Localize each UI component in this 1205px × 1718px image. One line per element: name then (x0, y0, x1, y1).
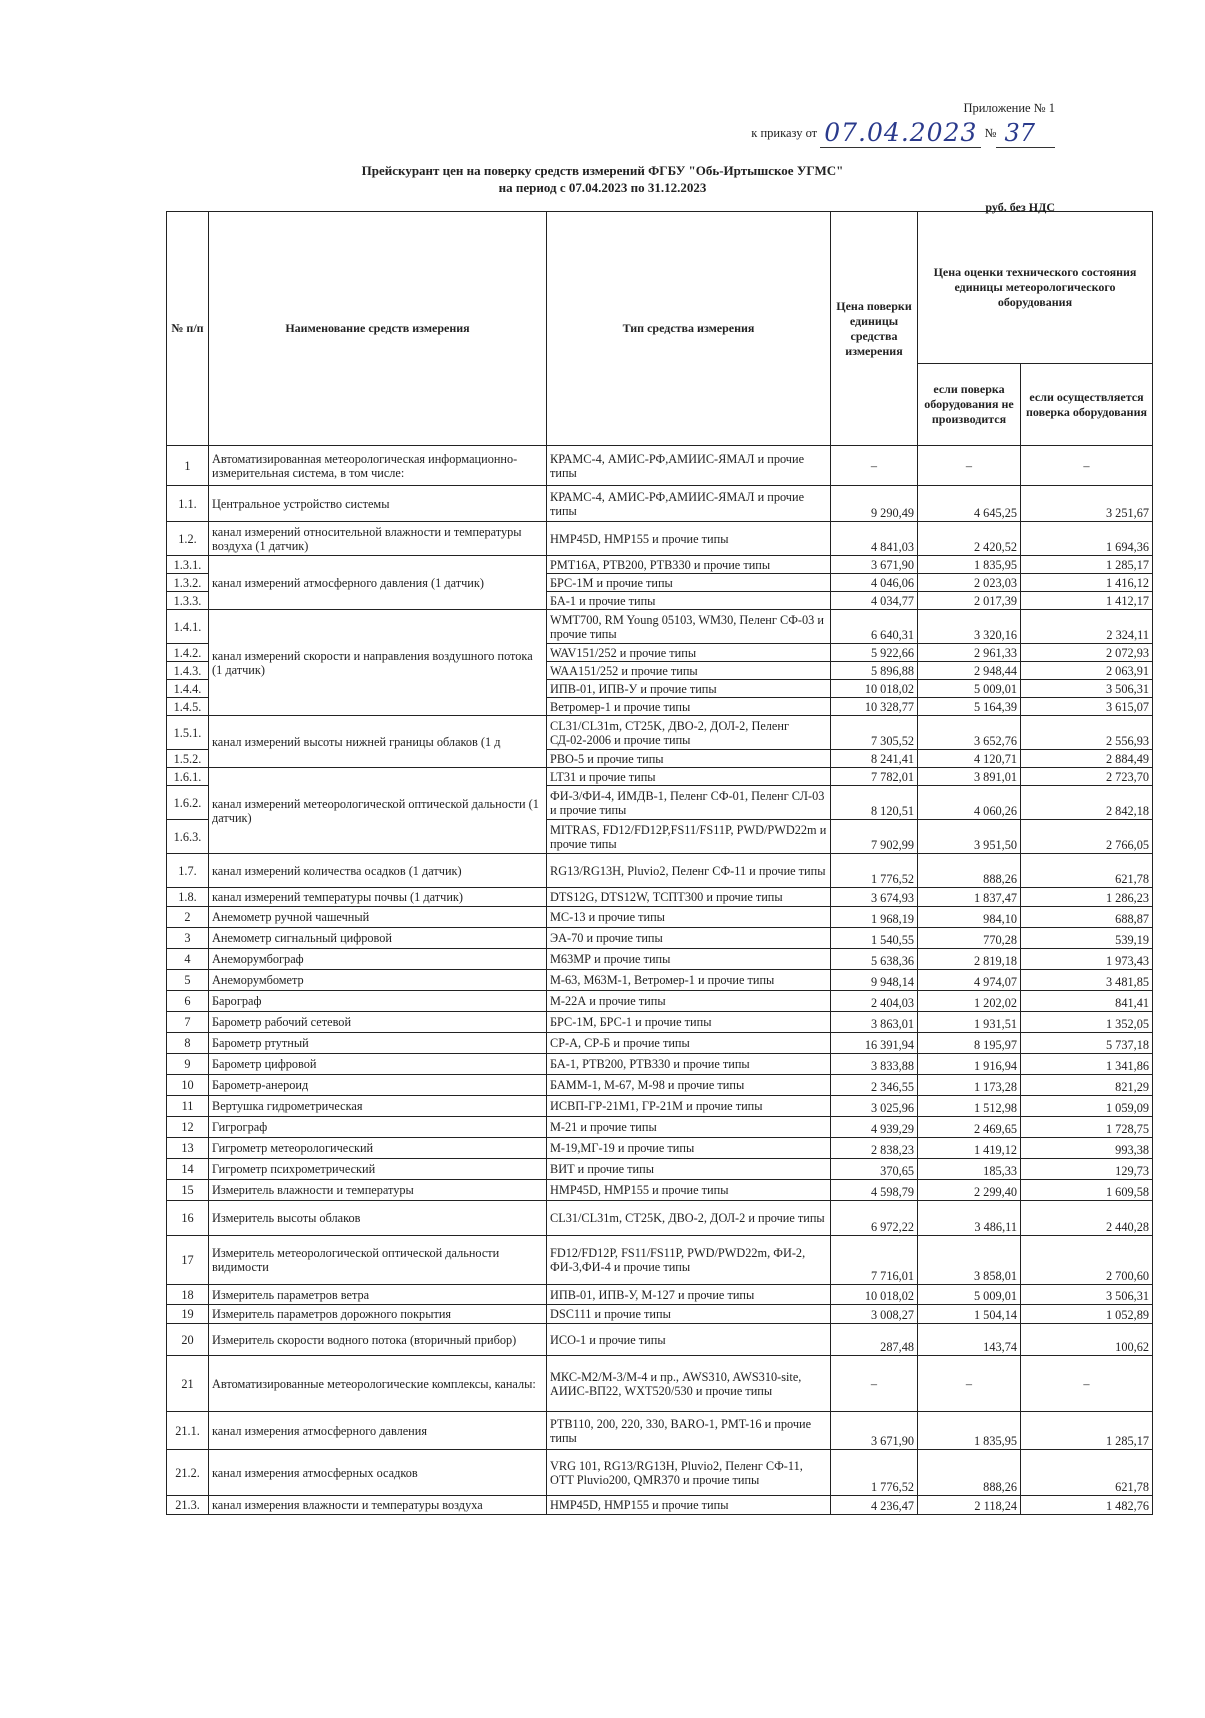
row-type: КРАМС-4, АМИС-РФ,АМИИС-ЯМАЛ и прочие типы (547, 486, 831, 522)
row-price: 8 241,41 (831, 750, 918, 768)
row-price-no-verification: 2 948,44 (918, 662, 1021, 680)
row-price-with-verification: 2 556,93 (1021, 716, 1153, 750)
row-type: РВО-5 и прочие типы (547, 750, 831, 768)
row-price: 5 922,66 (831, 644, 918, 662)
row-price-no-verification: 1 916,94 (918, 1054, 1021, 1075)
row-price: 4 598,79 (831, 1180, 918, 1201)
row-price-no-verification: 185,33 (918, 1159, 1021, 1180)
row-price: 370,65 (831, 1159, 918, 1180)
row-name: канал измерений скорости и направления воздушного потока (1 датчик) (209, 610, 547, 716)
row-name: Барометр ртутный (209, 1033, 547, 1054)
row-name: Вертушка гидрометрическая (209, 1096, 547, 1117)
row-number: 1.3.1. (167, 556, 209, 574)
row-price: 4 236,47 (831, 1496, 918, 1515)
row-price: 3 671,90 (831, 556, 918, 574)
row-price-with-verification: 2 072,93 (1021, 644, 1153, 662)
row-number: 1.4.5. (167, 698, 209, 716)
row-price-with-verification: 2 063,91 (1021, 662, 1153, 680)
row-number: 2 (167, 907, 209, 928)
row-type: М-19,МГ-19 и прочие типы (547, 1138, 831, 1159)
row-name: Гигрограф (209, 1117, 547, 1138)
row-price-with-verification: 3 251,67 (1021, 486, 1153, 522)
row-number: 15 (167, 1180, 209, 1201)
table-row (167, 1159, 1153, 1180)
row-price-with-verification: 2 766,05 (1021, 820, 1153, 854)
row-name: Барометр цифровой (209, 1054, 547, 1075)
row-price-no-verification: 984,10 (918, 907, 1021, 928)
row-number: 1 (167, 446, 209, 486)
row-price: 7 716,01 (831, 1236, 918, 1285)
row-price-no-verification: 2 299,40 (918, 1180, 1021, 1201)
row-name: Измеритель влажности и температуры (209, 1180, 547, 1201)
row-price-with-verification: 2 700,60 (1021, 1236, 1153, 1285)
row-type: CL31/CL31m, CT25K, ДВО-2, ДОЛ-2 и прочие типы (547, 1201, 831, 1236)
order-reference (751, 118, 1055, 148)
row-number: 10 (167, 1075, 209, 1096)
row-price-with-verification: 129,73 (1021, 1159, 1153, 1180)
row-price-with-verification: 688,87 (1021, 907, 1153, 928)
table-row (167, 1033, 1153, 1054)
row-price-no-verification: 1 512,98 (918, 1096, 1021, 1117)
row-price: 3 863,01 (831, 1012, 918, 1033)
row-name: Автоматизированные метеорологические комплексы, каналы: (209, 1356, 547, 1412)
row-type: ИПВ-01, ИПВ-У и прочие типы (547, 680, 831, 698)
row-type: М-22А и прочие типы (547, 991, 831, 1012)
table-row (167, 888, 1153, 907)
row-type: VRG 101, RG13/RG13H, Pluvio2, Пеленг СФ-11, OTT Pluvio200, QMR370 и прочие типы (547, 1450, 831, 1496)
row-price-no-verification: 3 486,11 (918, 1201, 1021, 1236)
row-type: БРС-1М и прочие типы (547, 574, 831, 592)
price-table (166, 211, 1153, 1515)
header-assessment: Цена оценки технического состояния единицы метеорологического оборудования (918, 212, 1153, 364)
table-row (167, 1450, 1153, 1496)
table-row (167, 1054, 1153, 1075)
row-type: FD12/FD12P, FS11/FS11P, PWD/PWD22m, ФИ-2, ФИ-3,ФИ-4 и прочие типы (547, 1236, 831, 1285)
row-type: СР-А, СР-Б и прочие типы (547, 1033, 831, 1054)
row-price-no-verification: 1 931,51 (918, 1012, 1021, 1033)
table-row (167, 1324, 1153, 1356)
row-name: Гигрометр метеорологический (209, 1138, 547, 1159)
row-price: 5 638,36 (831, 949, 918, 970)
row-price-no-verification: 1 835,95 (918, 1412, 1021, 1450)
row-price-no-verification: 888,26 (918, 854, 1021, 888)
row-name: Барометр рабочий сетевой (209, 1012, 547, 1033)
table-row (167, 1012, 1153, 1033)
row-type: DTS12G, DTS12W, ТСПТ300 и прочие типы (547, 888, 831, 907)
row-price-with-verification: 1 286,23 (1021, 888, 1153, 907)
table-row (167, 610, 1153, 644)
row-price-with-verification: 3 506,31 (1021, 1285, 1153, 1305)
row-price: 16 391,94 (831, 1033, 918, 1054)
row-price-with-verification: 1 973,43 (1021, 949, 1153, 970)
row-price: 4 939,29 (831, 1117, 918, 1138)
row-number: 1.5.2. (167, 750, 209, 768)
row-price-with-verification: 2 440,28 (1021, 1201, 1153, 1236)
row-price-no-verification: 2 819,18 (918, 949, 1021, 970)
row-number: 21.1. (167, 1412, 209, 1450)
row-price-with-verification: 2 324,11 (1021, 610, 1153, 644)
row-price-with-verification: 841,41 (1021, 991, 1153, 1012)
row-number: 7 (167, 1012, 209, 1033)
row-type: ИСВП-ГР-21М1, ГР-21М и прочие типы (547, 1096, 831, 1117)
row-price: – (831, 446, 918, 486)
row-name: Измеритель метеорологической оптической дальности видимости (209, 1236, 547, 1285)
row-name: Автоматизированная метеорологическая информационно-измерительная система, в том числе: (209, 446, 547, 486)
row-price-no-verification: 2 023,03 (918, 574, 1021, 592)
row-price: 9 290,49 (831, 486, 918, 522)
row-number: 1.2. (167, 522, 209, 556)
row-type: PMT16A, PTB200, PTB330 и прочие типы (547, 556, 831, 574)
table-row (167, 1201, 1153, 1236)
table-row (167, 1075, 1153, 1096)
row-number: 12 (167, 1117, 209, 1138)
row-number: 1.4.2. (167, 644, 209, 662)
row-price-with-verification: 2 842,18 (1021, 786, 1153, 820)
table-row (167, 970, 1153, 991)
row-type: DSC111 и прочие типы (547, 1305, 831, 1324)
price-table-body (167, 446, 1153, 1515)
table-row (167, 1285, 1153, 1305)
header-num: № п/п (167, 212, 209, 446)
row-type: MITRAS, FD12/FD12P,FS11/FS11P, PWD/PWD22m и прочие типы (547, 820, 831, 854)
row-name: Анеморумбометр (209, 970, 547, 991)
title-line-1: Прейскурант цен на поверку средств измерений ФГБУ "Обь-Иртышское УГМС" (361, 163, 844, 178)
row-price: 287,48 (831, 1324, 918, 1356)
row-price: 1 540,55 (831, 928, 918, 949)
row-name: канал измерения влажности и температуры воздуха (209, 1496, 547, 1515)
table-row (167, 522, 1153, 556)
row-type: HMP45D, HMP155 и прочие типы (547, 1496, 831, 1515)
row-number: 1.4.3. (167, 662, 209, 680)
row-number: 1.8. (167, 888, 209, 907)
row-price: – (831, 1356, 918, 1412)
header-name: Наименование средств измерения (209, 212, 547, 446)
row-price-no-verification: 2 118,24 (918, 1496, 1021, 1515)
row-type: WAV151/252 и прочие типы (547, 644, 831, 662)
row-price-no-verification: 1 835,95 (918, 556, 1021, 574)
row-name: Измеритель параметров ветра (209, 1285, 547, 1305)
row-number: 1.6.1. (167, 768, 209, 786)
row-price-with-verification: 621,78 (1021, 1450, 1153, 1496)
row-type: КРАМС-4, АМИС-РФ,АМИИС-ЯМАЛ и прочие типы (547, 446, 831, 486)
row-price-with-verification: 1 052,89 (1021, 1305, 1153, 1324)
row-price: 3 008,27 (831, 1305, 918, 1324)
row-number: 14 (167, 1159, 209, 1180)
row-price-with-verification: 3 481,85 (1021, 970, 1153, 991)
row-price: 6 640,31 (831, 610, 918, 644)
row-name: Анеморумбограф (209, 949, 547, 970)
row-price-no-verification: 888,26 (918, 1450, 1021, 1496)
row-type: ИПВ-01, ИПВ-У, М-127 и прочие типы (547, 1285, 831, 1305)
row-price: 3 833,88 (831, 1054, 918, 1075)
row-type: ВИТ и прочие типы (547, 1159, 831, 1180)
row-type: БА-1 и прочие типы (547, 592, 831, 610)
row-price-no-verification: 4 974,07 (918, 970, 1021, 991)
row-price-no-verification: 4 120,71 (918, 750, 1021, 768)
row-price-no-verification: 5 009,01 (918, 1285, 1021, 1305)
row-price-no-verification: – (918, 446, 1021, 486)
table-row (167, 1096, 1153, 1117)
row-number: 1.7. (167, 854, 209, 888)
row-type: МС-13 и прочие типы (547, 907, 831, 928)
row-name: Анемометр ручной чашечный (209, 907, 547, 928)
row-price-with-verification: 821,29 (1021, 1075, 1153, 1096)
row-number: 21.3. (167, 1496, 209, 1515)
table-row (167, 486, 1153, 522)
row-price: 10 328,77 (831, 698, 918, 716)
row-price: 7 305,52 (831, 716, 918, 750)
table-row (167, 716, 1153, 750)
row-name: Измеритель параметров дорожного покрытия (209, 1305, 547, 1324)
row-type: Ветромер-1 и прочие типы (547, 698, 831, 716)
row-type: М-63, М63М-1, Ветромер-1 и прочие типы (547, 970, 831, 991)
row-price-no-verification: 3 951,50 (918, 820, 1021, 854)
row-price-no-verification: 1 504,14 (918, 1305, 1021, 1324)
row-name: Анемометр сигнальный цифровой (209, 928, 547, 949)
row-price-no-verification: 3 320,16 (918, 610, 1021, 644)
row-price-no-verification: 3 858,01 (918, 1236, 1021, 1285)
row-price: 6 972,22 (831, 1201, 918, 1236)
row-price-with-verification: 621,78 (1021, 854, 1153, 888)
row-type: WAA151/252 и прочие типы (547, 662, 831, 680)
row-type: ЭА-70 и прочие типы (547, 928, 831, 949)
row-price-with-verification: 993,38 (1021, 1138, 1153, 1159)
table-row (167, 1138, 1153, 1159)
row-type: БРС-1М, БРС-1 и прочие типы (547, 1012, 831, 1033)
row-type: БАММ-1, М-67, М-98 и прочие типы (547, 1075, 831, 1096)
row-type: RG13/RG13H, Pluvio2, Пеленг СФ-11 и прочие типы (547, 854, 831, 888)
row-type: HMP45D, HMP155 и прочие типы (547, 522, 831, 556)
row-price: 10 018,02 (831, 680, 918, 698)
row-number: 20 (167, 1324, 209, 1356)
row-number: 1.6.2. (167, 786, 209, 820)
row-number: 9 (167, 1054, 209, 1075)
row-type: БА-1, PTB200, PTB330 и прочие типы (547, 1054, 831, 1075)
row-name: Измеритель скорости водного потока (вторичный прибор) (209, 1324, 547, 1356)
table-row (167, 1496, 1153, 1515)
row-price-with-verification: 2 884,49 (1021, 750, 1153, 768)
row-number: 5 (167, 970, 209, 991)
row-name: Барограф (209, 991, 547, 1012)
row-name: канал измерений метеорологической оптической дальности (1 датчик) (209, 768, 547, 854)
row-price-with-verification: 1 416,12 (1021, 574, 1153, 592)
row-price: 5 896,88 (831, 662, 918, 680)
order-number-handwritten: 37 (996, 119, 1055, 148)
row-price-no-verification: 3 891,01 (918, 768, 1021, 786)
row-price-no-verification: 4 645,25 (918, 486, 1021, 522)
row-number: 4 (167, 949, 209, 970)
row-price-no-verification: 8 195,97 (918, 1033, 1021, 1054)
row-name: Измеритель высоты облаков (209, 1201, 547, 1236)
row-name: канал измерений температуры почвы (1 датчик) (209, 888, 547, 907)
row-price: 4 841,03 (831, 522, 918, 556)
table-row (167, 907, 1153, 928)
row-price-with-verification: 1 694,36 (1021, 522, 1153, 556)
document-title (0, 162, 1205, 196)
table-row (167, 1117, 1153, 1138)
row-price: 1 776,52 (831, 854, 918, 888)
row-price-no-verification: 1 202,02 (918, 991, 1021, 1012)
title-line-2: на период с 07.04.2023 по 31.12.2023 (498, 180, 707, 195)
row-price: 9 948,14 (831, 970, 918, 991)
row-type: HMP45D, HMP155 и прочие типы (547, 1180, 831, 1201)
header-type: Тип средства измерения (547, 212, 831, 446)
table-row (167, 928, 1153, 949)
row-price-with-verification: 1 285,17 (1021, 1412, 1153, 1450)
row-price-no-verification: 4 060,26 (918, 786, 1021, 820)
row-name: канал измерений атмосферного давления (1 датчик) (209, 556, 547, 610)
row-name: Центральное устройство системы (209, 486, 547, 522)
row-price: 1 968,19 (831, 907, 918, 928)
table-row (167, 991, 1153, 1012)
order-prefix: к приказу от (751, 126, 818, 140)
row-price-with-verification: 2 723,70 (1021, 768, 1153, 786)
row-price: 2 346,55 (831, 1075, 918, 1096)
row-price: 4 034,77 (831, 592, 918, 610)
row-price-no-verification: 2 420,52 (918, 522, 1021, 556)
row-number: 1.5.1. (167, 716, 209, 750)
row-price-no-verification: 2 017,39 (918, 592, 1021, 610)
row-price-no-verification: 1 419,12 (918, 1138, 1021, 1159)
row-price-with-verification: 1 341,86 (1021, 1054, 1153, 1075)
row-number: 21.2. (167, 1450, 209, 1496)
row-price-with-verification: 1 059,09 (1021, 1096, 1153, 1117)
row-price: 3 674,93 (831, 888, 918, 907)
row-number: 1.6.3. (167, 820, 209, 854)
row-type: ИСО-1 и прочие типы (547, 1324, 831, 1356)
row-price: 10 018,02 (831, 1285, 918, 1305)
table-row (167, 1356, 1153, 1412)
row-price-with-verification: 539,19 (1021, 928, 1153, 949)
table-row (167, 949, 1153, 970)
currency-note: руб. без НДС (985, 200, 1055, 214)
row-price-with-verification: 1 482,76 (1021, 1496, 1153, 1515)
row-number: 19 (167, 1305, 209, 1324)
row-number: 1.1. (167, 486, 209, 522)
row-price: 4 046,06 (831, 574, 918, 592)
row-type: МКС-М2/М-3/М-4 и пр., AWS310, AWS310-site, АИИС-ВП22, WXT520/530 и прочие типы (547, 1356, 831, 1412)
row-price-with-verification: 3 615,07 (1021, 698, 1153, 716)
row-price: 7 782,01 (831, 768, 918, 786)
row-price-no-verification: – (918, 1356, 1021, 1412)
row-price: 1 776,52 (831, 1450, 918, 1496)
row-name: канал измерения атмосферного давления (209, 1412, 547, 1450)
row-price-no-verification: 5 164,39 (918, 698, 1021, 716)
row-number: 16 (167, 1201, 209, 1236)
row-name: канал измерений относительной влажности и температуры воздуха (1 датчик) (209, 522, 547, 556)
row-number: 13 (167, 1138, 209, 1159)
row-number: 3 (167, 928, 209, 949)
row-type: М63МР и прочие типы (547, 949, 831, 970)
row-name: канал измерения атмосферных осадков (209, 1450, 547, 1496)
row-price: 7 902,99 (831, 820, 918, 854)
row-price-no-verification: 1 837,47 (918, 888, 1021, 907)
row-number: 21 (167, 1356, 209, 1412)
appendix-label: Приложение № 1 (963, 101, 1055, 115)
row-price-no-verification: 2 469,65 (918, 1117, 1021, 1138)
row-price-with-verification: – (1021, 1356, 1153, 1412)
header-with-verification: если осуществляется поверка оборудования (1021, 364, 1153, 446)
row-price-with-verification: 1 285,17 (1021, 556, 1153, 574)
table-row (167, 1180, 1153, 1201)
table-row (167, 768, 1153, 786)
row-price-with-verification: 1 609,58 (1021, 1180, 1153, 1201)
table-row (167, 1236, 1153, 1285)
row-price: 8 120,51 (831, 786, 918, 820)
row-price: 2 838,23 (831, 1138, 918, 1159)
row-price: 3 671,90 (831, 1412, 918, 1450)
header-price: Цена поверки единицы средства измерения (831, 212, 918, 446)
header-no-verification: если поверка оборудования не производится (918, 364, 1021, 446)
row-number: 11 (167, 1096, 209, 1117)
row-name: Барометр-анероид (209, 1075, 547, 1096)
row-number: 8 (167, 1033, 209, 1054)
row-type: WMT700, RM Young 05103, WM30, Пеленг СФ-03 и прочие типы (547, 610, 831, 644)
order-number-prefix: № (984, 126, 997, 140)
row-type: М-21 и прочие типы (547, 1117, 831, 1138)
table-row (167, 1305, 1153, 1324)
row-price-with-verification: 100,62 (1021, 1324, 1153, 1356)
row-number: 6 (167, 991, 209, 1012)
row-price: 2 404,03 (831, 991, 918, 1012)
row-type: LT31 и прочие типы (547, 768, 831, 786)
row-price-with-verification: 1 728,75 (1021, 1117, 1153, 1138)
row-price-no-verification: 3 652,76 (918, 716, 1021, 750)
row-type: ФИ-3/ФИ-4, ИМДВ-1, Пеленг СФ-01, Пеленг СЛ-03 и прочие типы (547, 786, 831, 820)
row-price-no-verification: 770,28 (918, 928, 1021, 949)
row-price-no-verification: 143,74 (918, 1324, 1021, 1356)
table-row (167, 556, 1153, 574)
table-row (167, 446, 1153, 486)
row-number: 17 (167, 1236, 209, 1285)
order-date-handwritten: 07.04.2023 (820, 118, 981, 148)
table-row (167, 854, 1153, 888)
table-row (167, 1412, 1153, 1450)
row-type: PTB110, 200, 220, 330, BARO-1, PMT-16 и прочие типы (547, 1412, 831, 1450)
row-type: CL31/CL31m, CT25K, ДВО-2, ДОЛ-2, Пеленг СД-02-2006 и прочие типы (547, 716, 831, 750)
row-price-with-verification: 1 412,17 (1021, 592, 1153, 610)
row-number: 1.3.2. (167, 574, 209, 592)
row-price-no-verification: 1 173,28 (918, 1075, 1021, 1096)
row-price-no-verification: 2 961,33 (918, 644, 1021, 662)
row-price-with-verification: 5 737,18 (1021, 1033, 1153, 1054)
row-price-no-verification: 5 009,01 (918, 680, 1021, 698)
row-number: 18 (167, 1285, 209, 1305)
row-price-with-verification: 1 352,05 (1021, 1012, 1153, 1033)
row-price: 3 025,96 (831, 1096, 918, 1117)
row-name: Гигрометр психрометрический (209, 1159, 547, 1180)
row-price-with-verification: – (1021, 446, 1153, 486)
row-price-with-verification: 3 506,31 (1021, 680, 1153, 698)
row-name: канал измерений количества осадков (1 датчик) (209, 854, 547, 888)
row-number: 1.3.3. (167, 592, 209, 610)
row-name: канал измерений высоты нижней границы облаков (1 д (209, 716, 547, 768)
row-number: 1.4.1. (167, 610, 209, 644)
row-number: 1.4.4. (167, 680, 209, 698)
